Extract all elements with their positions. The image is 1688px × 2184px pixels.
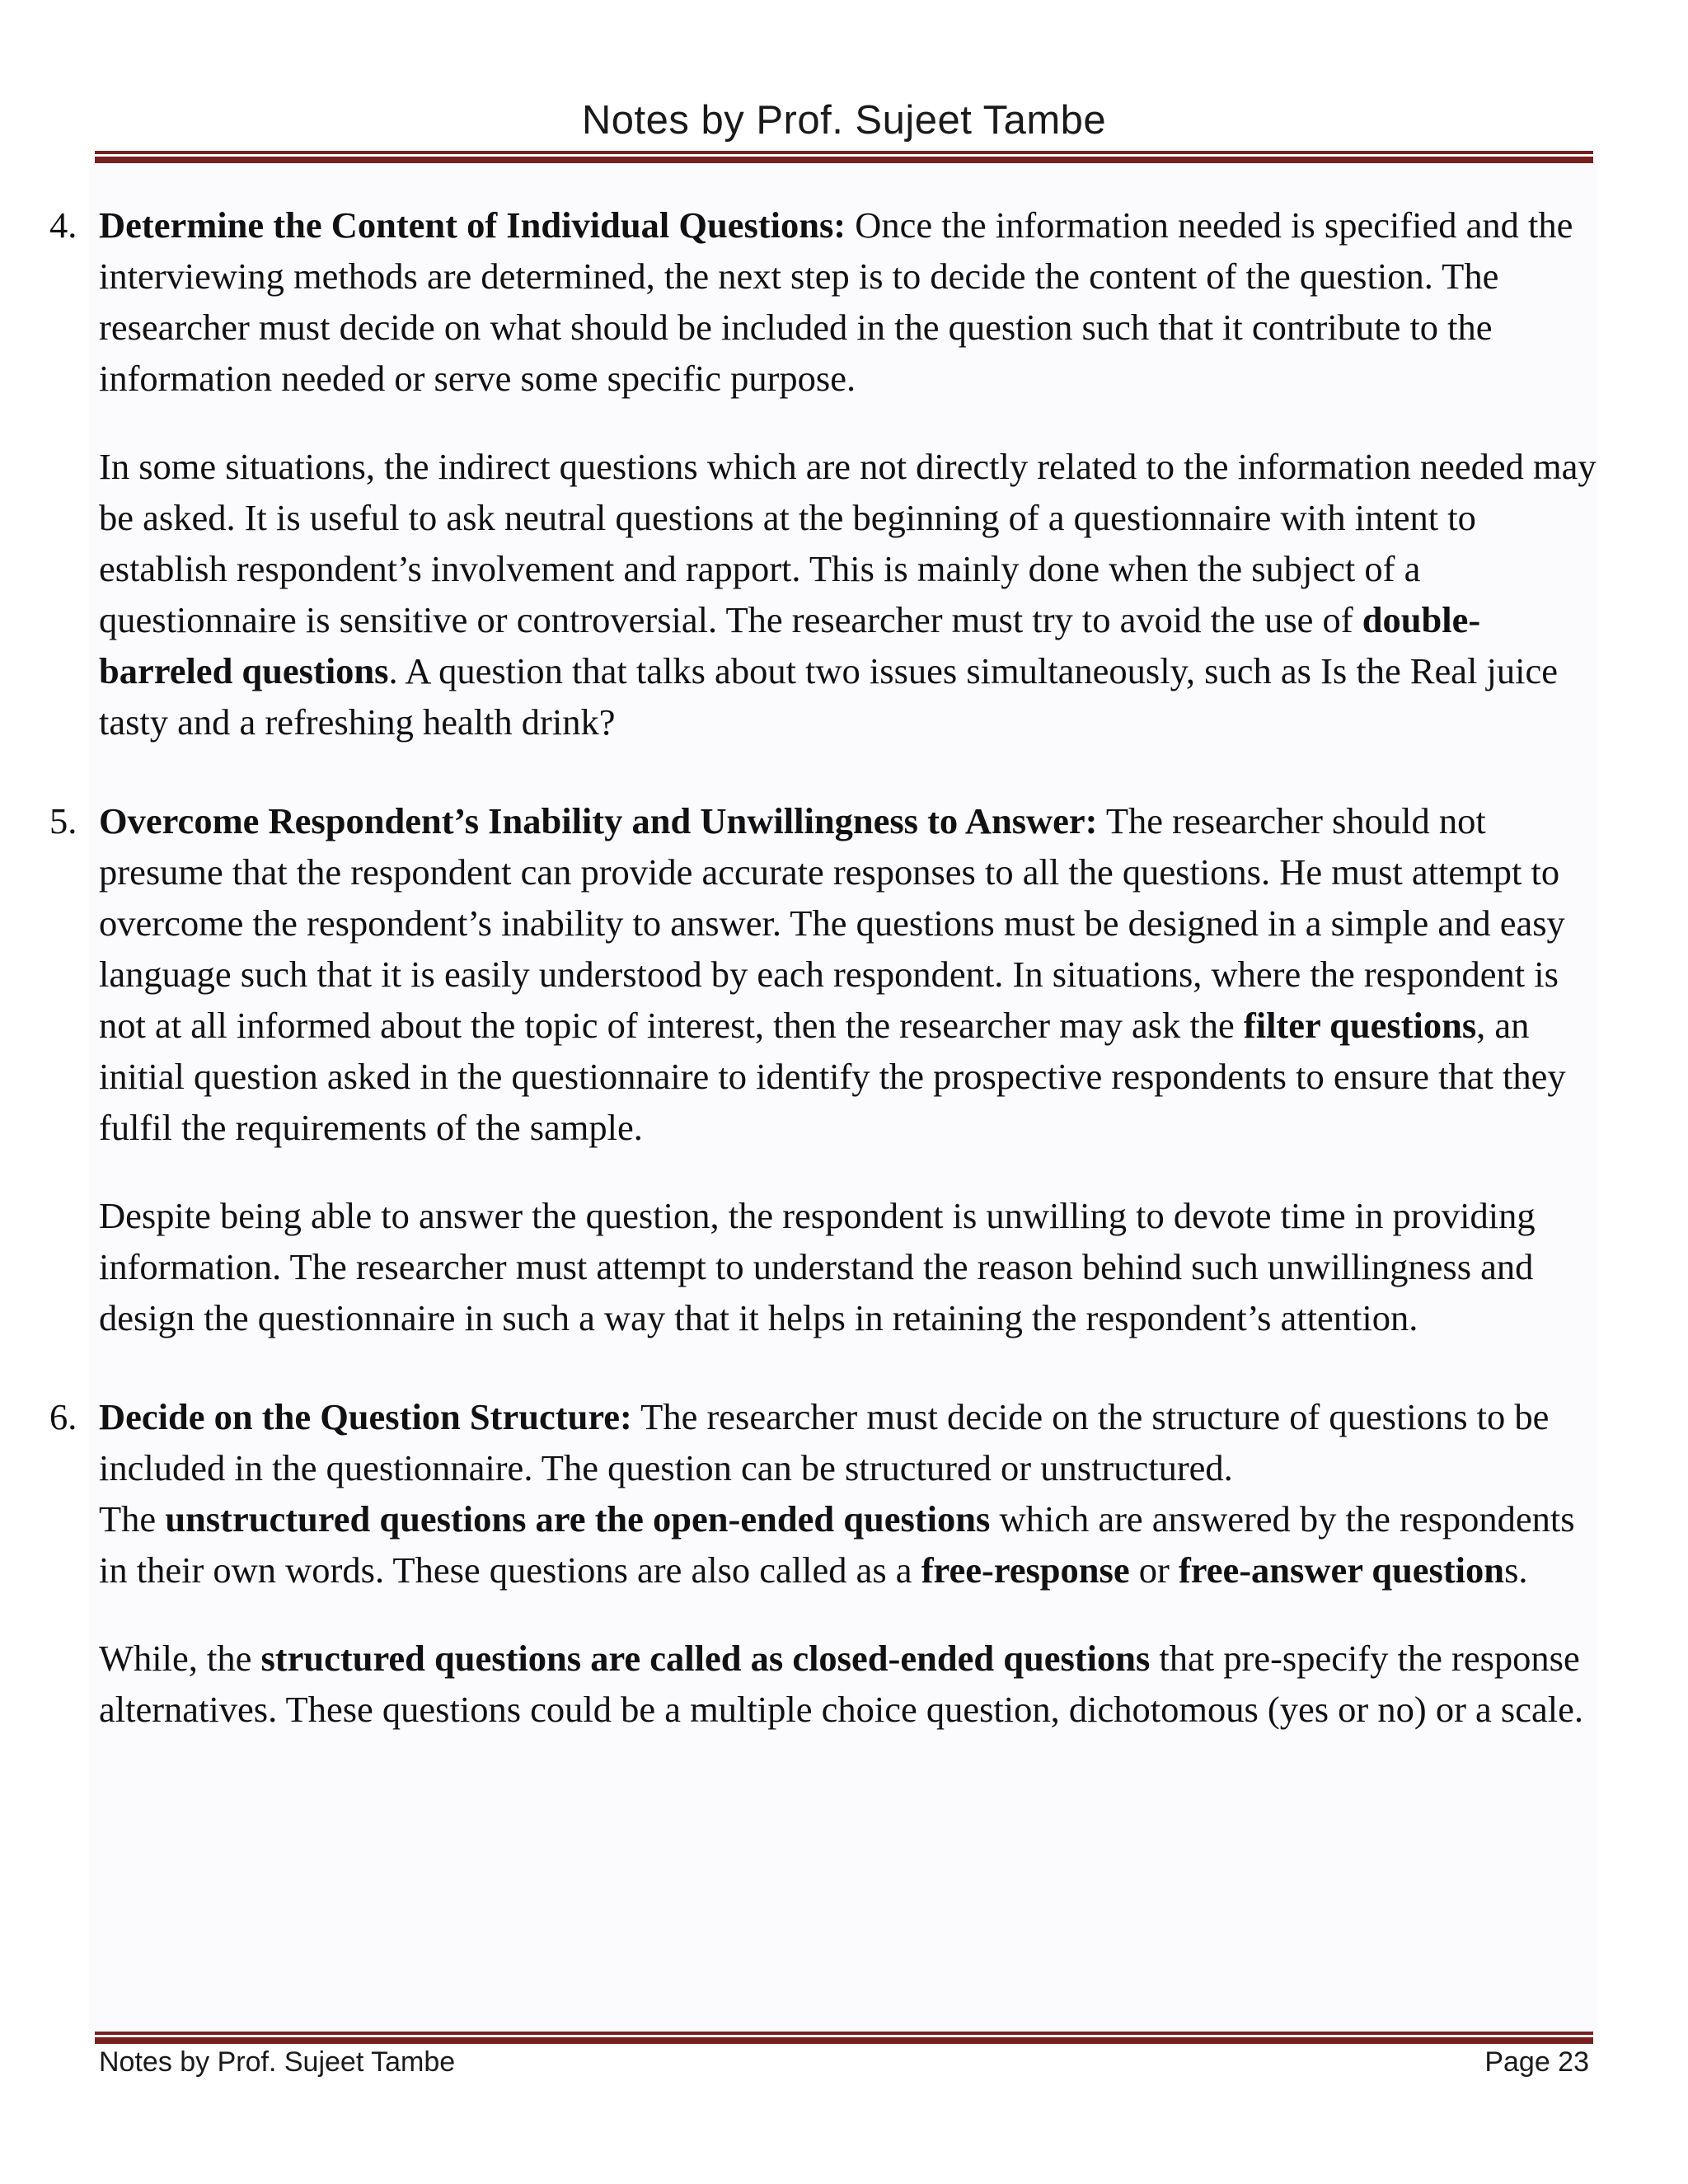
paragraph <box>99 1633 1599 1735</box>
text-run: While, the <box>99 1638 261 1679</box>
paragraph <box>99 1190 1599 1343</box>
text-run: In some situations, the indirect questions which are not directly related to the information needed may be asked. It is useful to ask neutral questions at the beginning of a questionnaire with intent to establish respondent’s involvement and rapport. This is mainly done when the subject of a questionnaire is sensitive or controversial. The researcher must try to avoid the use of <box>99 446 1597 640</box>
text-run: s. <box>1504 1549 1528 1591</box>
text-run: Despite being able to answer the question, the respondent is unwilling to devote time in providing information. The researcher must attempt to understand the reason behind such unwillingness and design the questionnaire in such a way that it helps in retaining the respondent’s attention. <box>99 1195 1536 1338</box>
paragraph <box>99 199 1599 404</box>
header-rule <box>95 151 1593 163</box>
text-run: which are answered by the respondents in their own words. These questions are also called as a <box>99 1498 1575 1591</box>
bold-term: free-response <box>921 1549 1130 1591</box>
paragraph <box>99 441 1599 748</box>
list-item <box>45 795 1599 1343</box>
text-run: or <box>1129 1549 1179 1591</box>
item-number: 4. <box>49 204 77 246</box>
document-body <box>45 199 1599 1735</box>
footer-author: Notes by Prof. Sujeet Tambe <box>99 2046 456 2078</box>
bold-term: filter questions <box>1243 1005 1477 1046</box>
text-run: The <box>99 1498 166 1540</box>
list-item <box>45 199 1599 748</box>
item-number: 5. <box>49 800 77 841</box>
page-number: Page 23 <box>1484 2046 1589 2078</box>
footer-rule <box>95 2032 1593 2044</box>
bold-term: double-barreled questions <box>99 599 1481 691</box>
item-number: 6. <box>49 1396 77 1437</box>
text-run: that pre-specify the response alternatives. These questions could be a multiple choice question, dichotomous (yes or no) or a scale. <box>99 1638 1583 1730</box>
page-header-title: Notes by Prof. Sujeet Tambe <box>581 98 1107 143</box>
bold-term: free-answer question <box>1178 1549 1505 1591</box>
paragraph <box>99 1391 1599 1596</box>
paragraph <box>99 795 1599 1153</box>
bold-term: Decide on the Question Structure: <box>99 1396 632 1437</box>
text-run: Once the information needed is specified and the interviewing methods are determined, the next step is to decide the content of the question. The researcher must decide on what should be included in the question such that it contribute to the information needed or serve some specific purpose. <box>99 204 1573 399</box>
text-run: The researcher should not presume that the respondent can provide accurate responses to all the questions. He must attempt to overcome the respondent’s inability to answer. The questions must be designed in a simple and easy language such that it is easily understood by each respondent. In situations, where the respondent is not at all informed about the topic of interest, then the researcher may ask the <box>99 800 1565 1046</box>
list-item <box>45 1391 1599 1735</box>
text-run: The researcher must decide on the structure of questions to be included in the questionnaire. The question can be structured or unstructured. <box>99 1396 1550 1488</box>
bold-term: unstructured questions are the open-ended questions <box>165 1498 991 1540</box>
text-run: . A question that talks about two issues simultaneously, such as Is the Real juice tasty and a refreshing health drink? <box>99 650 1558 743</box>
bold-term: Determine the Content of Individual Questions: <box>99 204 846 246</box>
text-run: , an initial question asked in the questionnaire to identify the prospective respondents to ensure that they fulfil the requirements of the sample. <box>99 1005 1566 1148</box>
bold-term: Overcome Respondent’s Inability and Unwillingness to Answer: <box>99 800 1098 841</box>
bold-term: structured questions are called as closed-ended questions <box>260 1638 1151 1679</box>
